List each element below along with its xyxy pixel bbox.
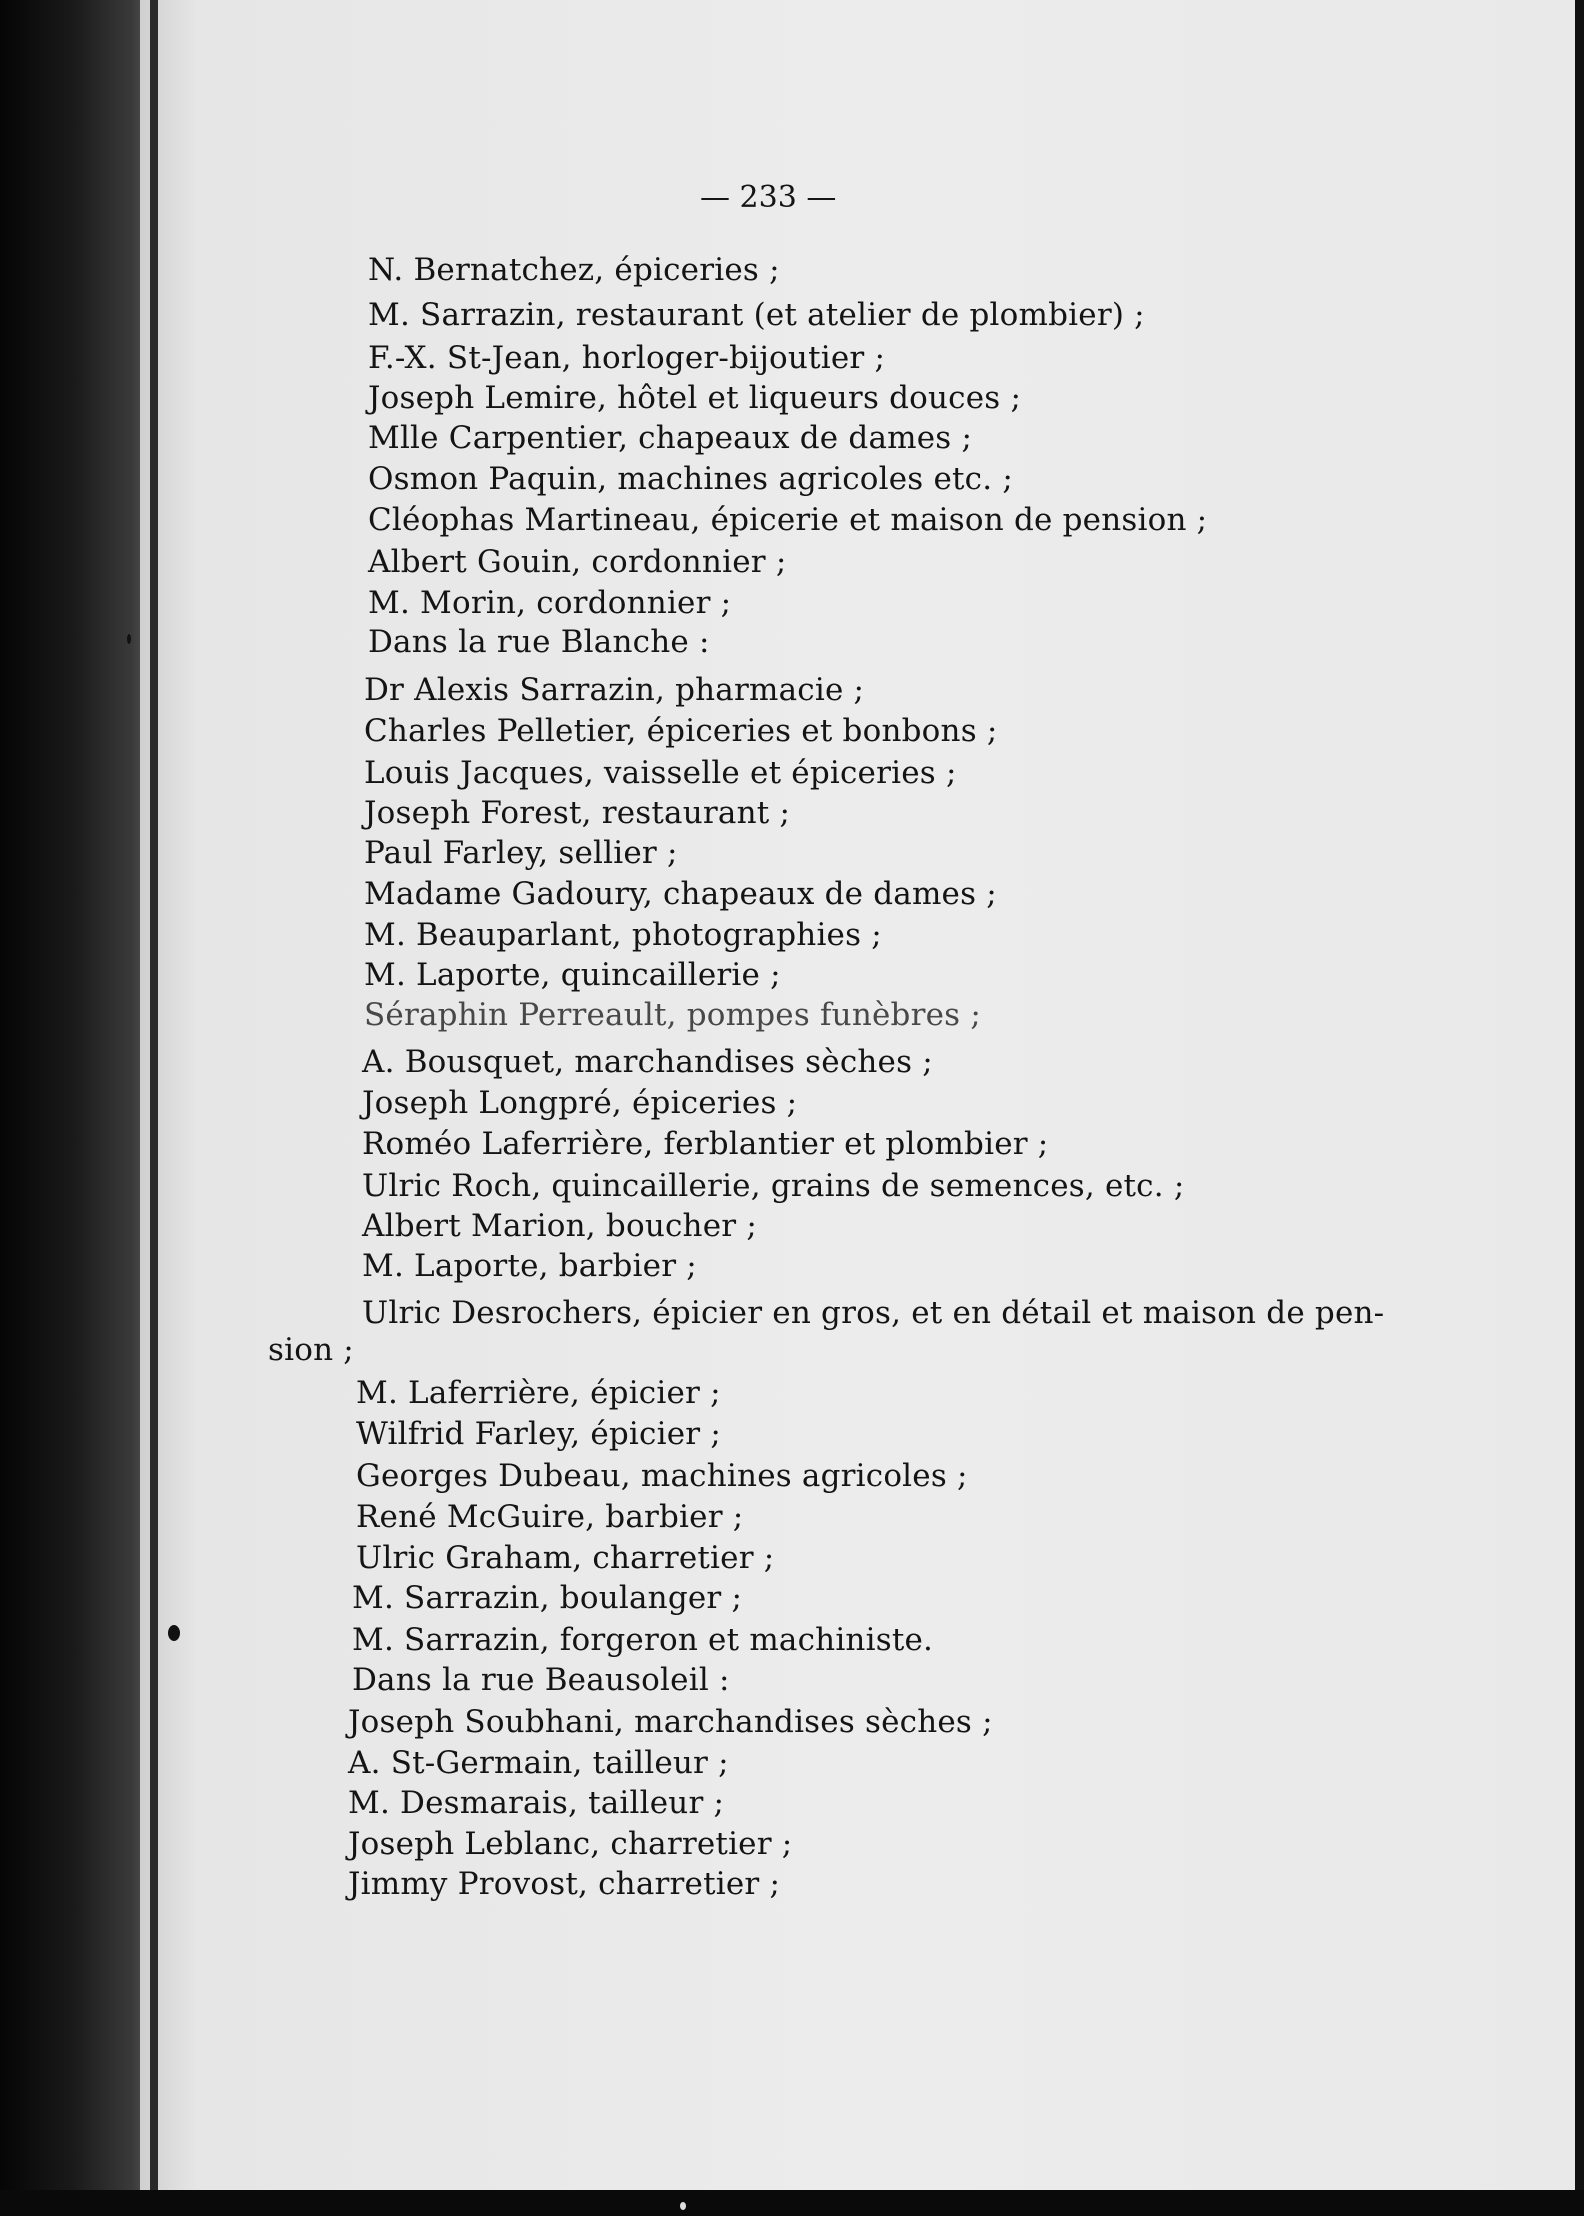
list-item: A. Bousquet, marchandises sèches ; [362, 1044, 933, 1080]
list-item: M. Laporte, quincaillerie ; [364, 957, 781, 993]
bottom-page-edge [0, 2190, 1584, 2216]
list-item: Joseph Longpré, épiceries ; [362, 1085, 798, 1121]
list-item: F.-X. St-Jean, horloger-bijoutier ; [368, 340, 886, 376]
list-item: Madame Gadoury, chapeaux de dames ; [364, 876, 997, 912]
list-item: M. Morin, cordonnier ; [368, 585, 732, 621]
list-item: M. Desmarais, tailleur ; [348, 1785, 725, 1821]
list-item: Roméo Laferrière, ferblantier et plombier ; [362, 1126, 1049, 1162]
section-heading: Dans la rue Blanche : [368, 624, 710, 660]
right-page-edge [1575, 0, 1584, 2216]
list-item: N. Bernatchez, épiceries ; [368, 252, 780, 288]
list-item: M. Laferrière, épicier ; [356, 1375, 721, 1411]
ink-dot [680, 2202, 686, 2210]
page-edge-line [150, 0, 158, 2216]
list-item: Joseph Leblanc, charretier ; [348, 1826, 793, 1862]
list-item: M. Sarrazin, boulanger ; [352, 1580, 743, 1616]
list-item: Joseph Lemire, hôtel et liqueurs douces ; [368, 380, 1022, 416]
list-item: A. St-Germain, tailleur ; [348, 1745, 729, 1781]
list-item: Cléophas Martineau, épicerie et maison de pension ; [368, 502, 1208, 538]
list-item: Louis Jacques, vaisselle et épiceries ; [364, 755, 957, 791]
list-item: Mlle Carpentier, chapeaux de dames ; [368, 420, 973, 456]
list-item: Dr Alexis Sarrazin, pharmacie ; [364, 672, 865, 708]
list-item: Ulric Desrochers, épicier en gros, et en détail et maison de pen- [362, 1295, 1385, 1331]
list-item: Albert Gouin, cordonnier ; [368, 544, 787, 580]
list-item: Georges Dubeau, machines agricoles ; [356, 1458, 968, 1494]
section-heading: Dans la rue Beausoleil : [352, 1662, 730, 1698]
list-item: Ulric Graham, charretier ; [356, 1540, 775, 1576]
list-item: Jimmy Provost, charretier ; [348, 1866, 781, 1902]
list-item: Séraphin Perreault, pompes funèbres ; [364, 997, 981, 1033]
list-item: M. Sarrazin, forgeron et machiniste. [352, 1622, 934, 1658]
list-item: Paul Farley, sellier ; [364, 835, 678, 871]
list-item: Ulric Roch, quincaillerie, grains de semences, etc. ; [362, 1168, 1185, 1204]
list-item: M. Sarrazin, restaurant (et atelier de plombier) ; [368, 297, 1145, 333]
list-item: M. Laporte, barbier ; [362, 1248, 697, 1284]
list-item: sion ; [268, 1332, 354, 1368]
list-item: Joseph Forest, restaurant ; [364, 795, 791, 831]
list-item: Osmon Paquin, machines agricoles etc. ; [368, 461, 1013, 497]
page-number: — 233 — [700, 180, 837, 215]
list-item: Wilfrid Farley, épicier ; [356, 1416, 721, 1452]
list-item: René McGuire, barbier ; [356, 1499, 744, 1535]
ink-dot [168, 1625, 180, 1641]
list-item: Joseph Soubhani, marchandises sèches ; [348, 1704, 993, 1740]
list-item: M. Beauparlant, photographies ; [364, 917, 882, 953]
list-item: Charles Pelletier, épiceries et bonbons ; [364, 713, 998, 749]
list-item: Albert Marion, boucher ; [362, 1208, 757, 1244]
ink-dot [127, 634, 131, 644]
